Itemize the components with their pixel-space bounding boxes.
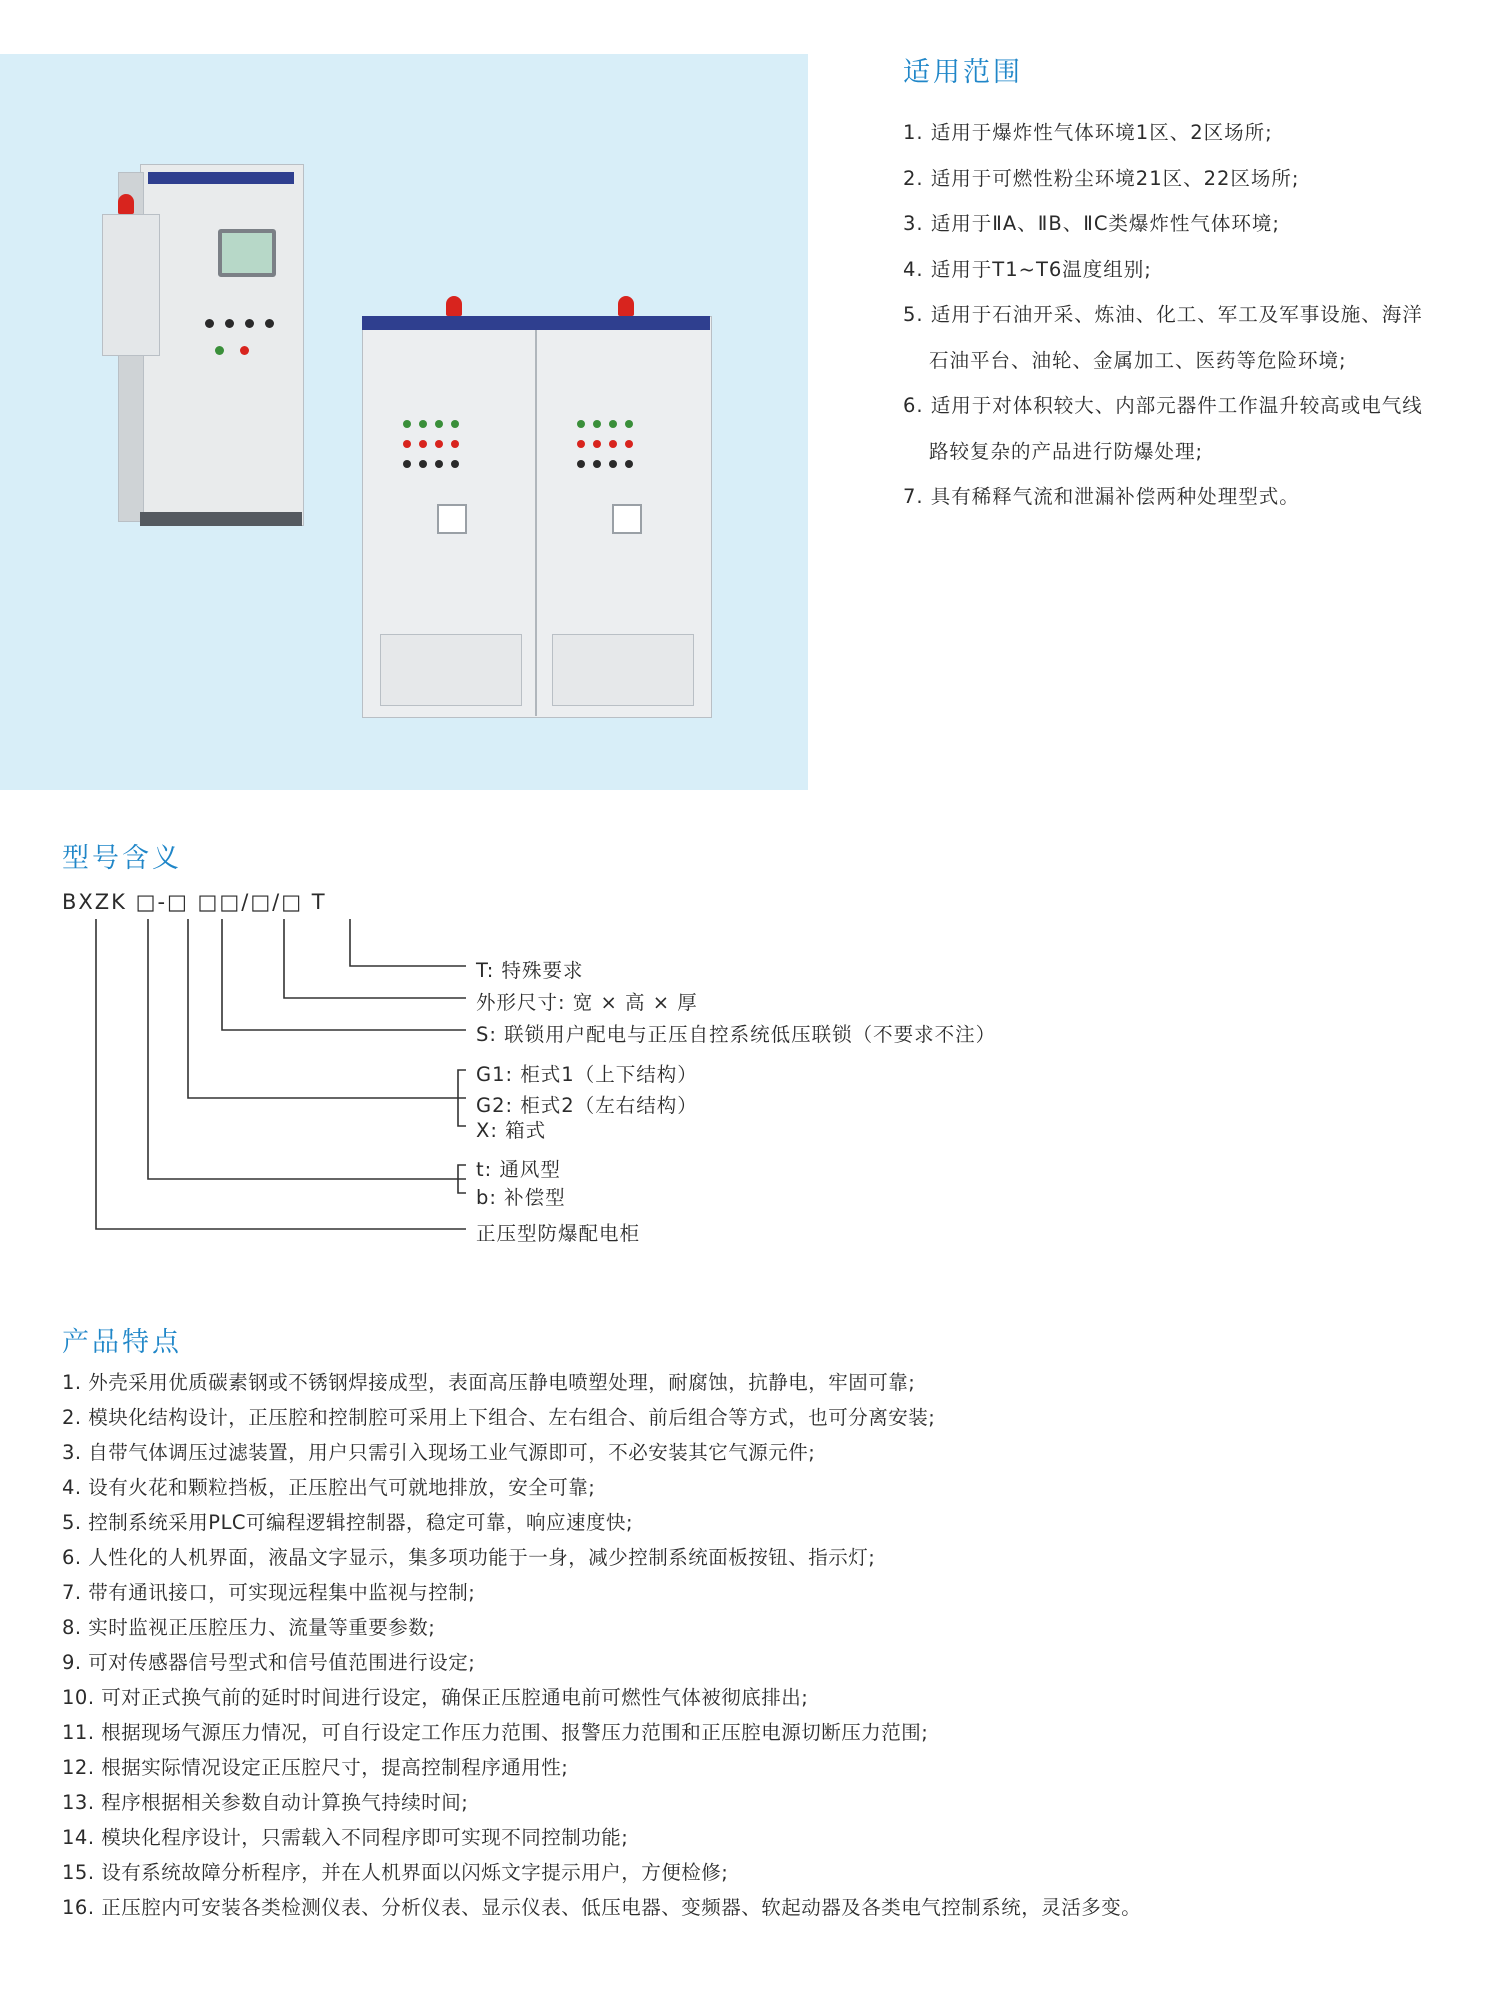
label-ventilation-type: t: 通风型 <box>476 1158 561 1181</box>
list-item: 5. 控制系统采用PLC可编程逻辑控制器，稳定可靠，响应速度快; <box>62 1511 634 1534</box>
label-interlock: S: 联锁用户配电与正压自控系统低压联锁（不要求不注） <box>476 1023 997 1046</box>
list-item: 4. 适用于T1~T6温度组别; <box>903 257 1152 281</box>
list-item: 12. 根据实际情况设定正压腔尺寸，提高控制程序通用性; <box>62 1756 569 1779</box>
list-item: 8. 实时监视正压腔压力、流量等重要参数; <box>62 1616 436 1639</box>
list-item: 7. 带有通讯接口，可实现远程集中监视与控制; <box>62 1581 476 1604</box>
list-item: 11. 根据现场气源压力情况，可自行设定工作压力范围、报警压力范围和正压腔电源切断压力范围; <box>62 1721 929 1744</box>
features-list <box>62 1365 1462 1925</box>
list-item: 7. 具有稀释气流和泄漏补偿两种处理型式。 <box>903 485 1300 508</box>
list-item: 3. 自带气体调压过滤装置，用户只需引入现场工业气源即可，不必安装其它气源元件; <box>62 1441 816 1464</box>
list-item: 3. 适用于ⅡA、ⅡB、ⅡC类爆炸性气体环境; <box>903 212 1280 235</box>
label-compensation-type: b: 补偿型 <box>476 1186 566 1209</box>
model-code: BXZK □-□ □□/□/□ T <box>62 890 327 914</box>
model-title: 型号含义 <box>62 843 182 874</box>
label-cabinet-type-1: G1: 柜式1（上下结构） <box>476 1063 698 1086</box>
features-title: 产品特点 <box>62 1327 182 1358</box>
scope-title: 适用范围 <box>903 57 1023 88</box>
list-item: 6. 适用于对体积较大、内部元器件工作温升较高或电气线路较复杂的产品进行防爆处理; <box>903 394 1423 463</box>
list-item: 16. 正压腔内可安装各类检测仪表、分析仪表、显示仪表、低压电器、变频器、软起动器及各类电气控制系统，灵活多变。 <box>62 1896 1142 1919</box>
list-item: 6. 人性化的人机界面，液晶文字显示，集多项功能于一身，减少控制系统面板按钮、指示灯; <box>62 1546 876 1569</box>
label-cabinet-type-2: G2: 柜式2（左右结构） <box>476 1094 698 1117</box>
label-box-type: X: 箱式 <box>476 1119 547 1142</box>
list-item: 13. 程序根据相关参数自动计算换气持续时间; <box>62 1791 469 1814</box>
list-item: 2. 模块化结构设计，正压腔和控制腔可采用上下组合、左右组合、前后组合等方式，也可分离安装; <box>62 1406 936 1429</box>
label-dimensions: 外形尺寸: 宽 × 高 × 厚 <box>476 991 698 1014</box>
label-special-requirement: T: 特殊要求 <box>476 959 584 982</box>
list-item: 4. 设有火花和颗粒挡板，正压腔出气可就地排放，安全可靠; <box>62 1476 596 1499</box>
list-item: 10. 可对正式换气前的延时时间进行设定，确保正压腔通电前可燃性气体被彻底排出; <box>62 1686 809 1709</box>
list-item: 14. 模块化程序设计，只需载入不同程序即可实现不同控制功能; <box>62 1826 629 1849</box>
list-item: 9. 可对传感器信号型式和信号值范围进行设定; <box>62 1651 476 1674</box>
list-item: 15. 设有系统故障分析程序，并在人机界面以闪烁文字提示用户，方便检修; <box>62 1861 729 1884</box>
list-item: 1. 外壳采用优质碳素钢或不锈钢焊接成型，表面高压静电喷塑处理，耐腐蚀，抗静电，牢固可靠; <box>62 1371 916 1394</box>
list-item: 2. 适用于可燃性粉尘环境21区、22区场所; <box>903 166 1300 190</box>
label-cabinet-name: 正压型防爆配电柜 <box>476 1222 641 1245</box>
list-item: 5. 适用于石油开采、炼油、化工、军工及军事设施、海洋石油平台、油轮、金属加工、医药等危险环境; <box>903 303 1423 372</box>
list-item: 1. 适用于爆炸性气体环境1区、2区场所; <box>903 121 1273 144</box>
